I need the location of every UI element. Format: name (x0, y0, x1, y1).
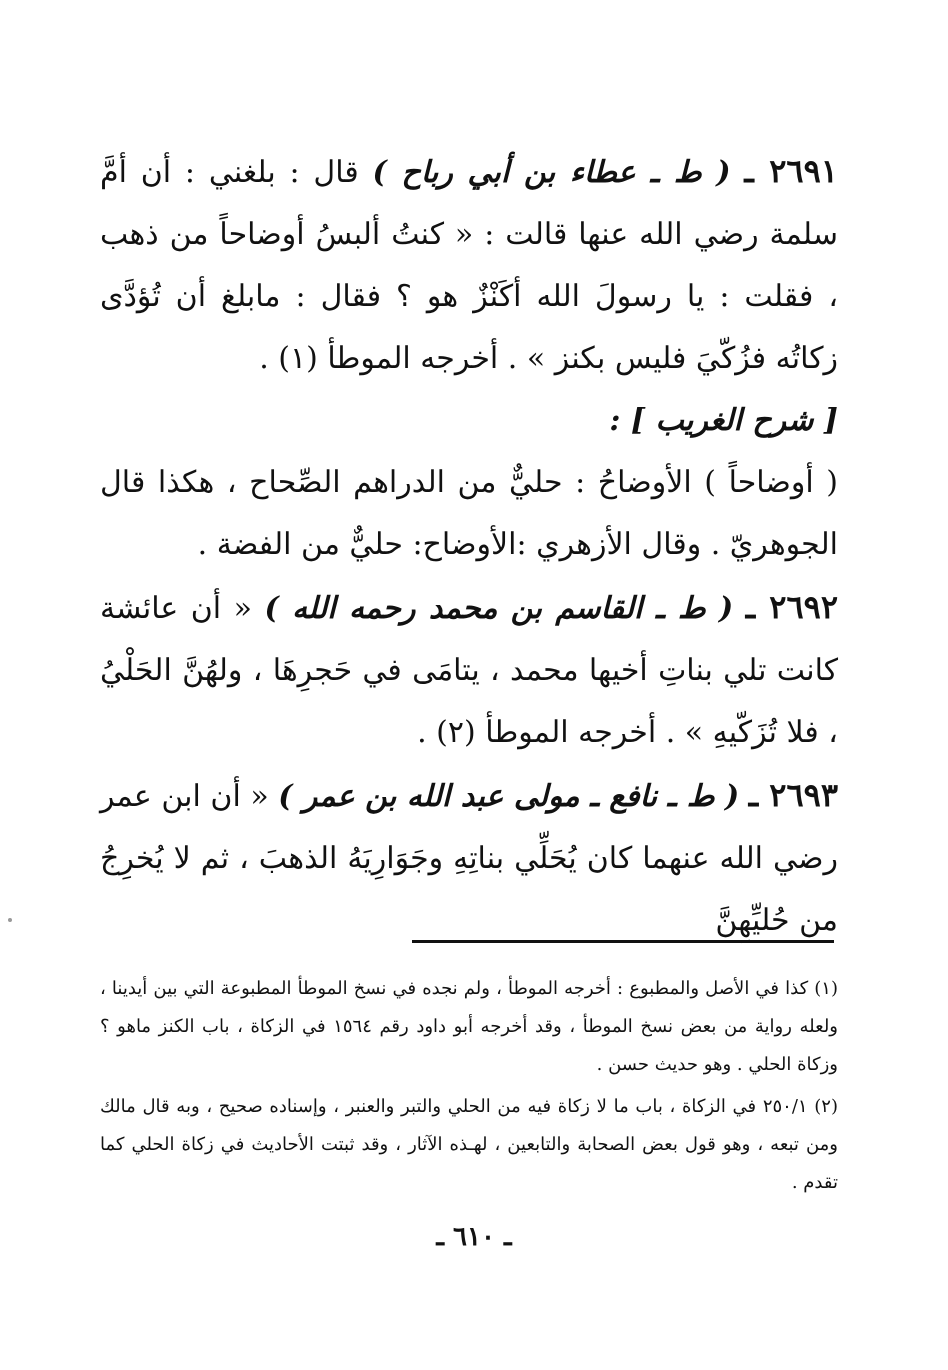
footnote-1: (١) كذا في الأصل والمطبوع : أخرجه الموطأ ، ولم نجده في نسخ الموطأ المطبوعة التي بين أيدينا ، ولعله رواية من بعض نسخ الموطأ ، وقد أخرجه أبو داود رقم ١٥٦٤ في الزكاة ، باب الكنز ماهو ؟ وزكاة الحلي . وهو حديث حسن . (100, 978, 838, 1075)
hadith-source: ( ط ـ عطاء بن أبي رباح ) (372, 155, 731, 190)
hadith-text: قال : بلغني : أن أمَّ سلمة رضي الله عنها قالت : « كنتُ ألبسُ أوضاحاً من ذهب ، فقلت : يا رسولَ الله أكَنْزٌ هو ؟ فقال : مابلغ أن تُؤدَّى زكاتُه فزُكّيَ فليس بكنز » . أخرجه الموطأ (١) . (100, 155, 838, 376)
hadith-2691 (100, 140, 838, 390)
footnote-2: (٢) ٢٥٠/١ في الزكاة ، باب ما لا زكاة فيه من الحلي والتبر والعنبر ، وإسناده صحيح ، وبه قال مالك ومن تبعه ، وهو قول بعض الصحابة والتابعين ، لهـذه الآثار ، وقد ثبتت الأحاديث في زكاة الحلي كما تقدم . (100, 1096, 838, 1193)
hadith-text: « أن عائشة كانت تلي بناتِ أخيها محمد ، يتامَى في حَجرِهَا ، ولهُنَّ الحَلْيُ ، فلا تُزَكّيهِ » . أخرجه الموطأ (٢) . (100, 591, 838, 750)
hadith-text: « أن ابن عمر رضي الله عنهما كان يُحَلِّي بناتِهِ وجَوَارِيَهُ الذهبَ ، ثم لا يُخرِجُ من حُليِّهِنَّ (100, 779, 838, 938)
hadith-source: ( ط ـ نافع ـ مولى عبد الله بن عمر ) (278, 779, 740, 814)
hadith-2692 (100, 576, 838, 764)
hadith-number: ٢٦٩١ ـ (744, 152, 838, 190)
page-number: ـ ٦١٠ ـ (436, 1222, 512, 1252)
footnotes (100, 970, 838, 1206)
gharib-heading: [ شرح الغريب ] : (609, 403, 838, 438)
footnote-divider (412, 940, 834, 943)
gharib-text: ( أوضاحاً ) الأوضاحُ : حليٌّ من الدراهم الصِّحاح ، هكذا قال الجوهريّ . وقال الأزهري :الأوضاح: حليٌّ من الفضة . (100, 465, 838, 562)
main-text (100, 140, 838, 952)
hadith-number: ٢٦٩٣ ـ (748, 776, 838, 814)
margin-dot (8, 918, 12, 922)
hadith-2693 (100, 764, 838, 952)
hadith-number: ٢٦٩٢ ـ (745, 588, 838, 626)
hadith-source: ( ط ـ القاسم بن محمد رحمه الله ) (264, 591, 734, 626)
